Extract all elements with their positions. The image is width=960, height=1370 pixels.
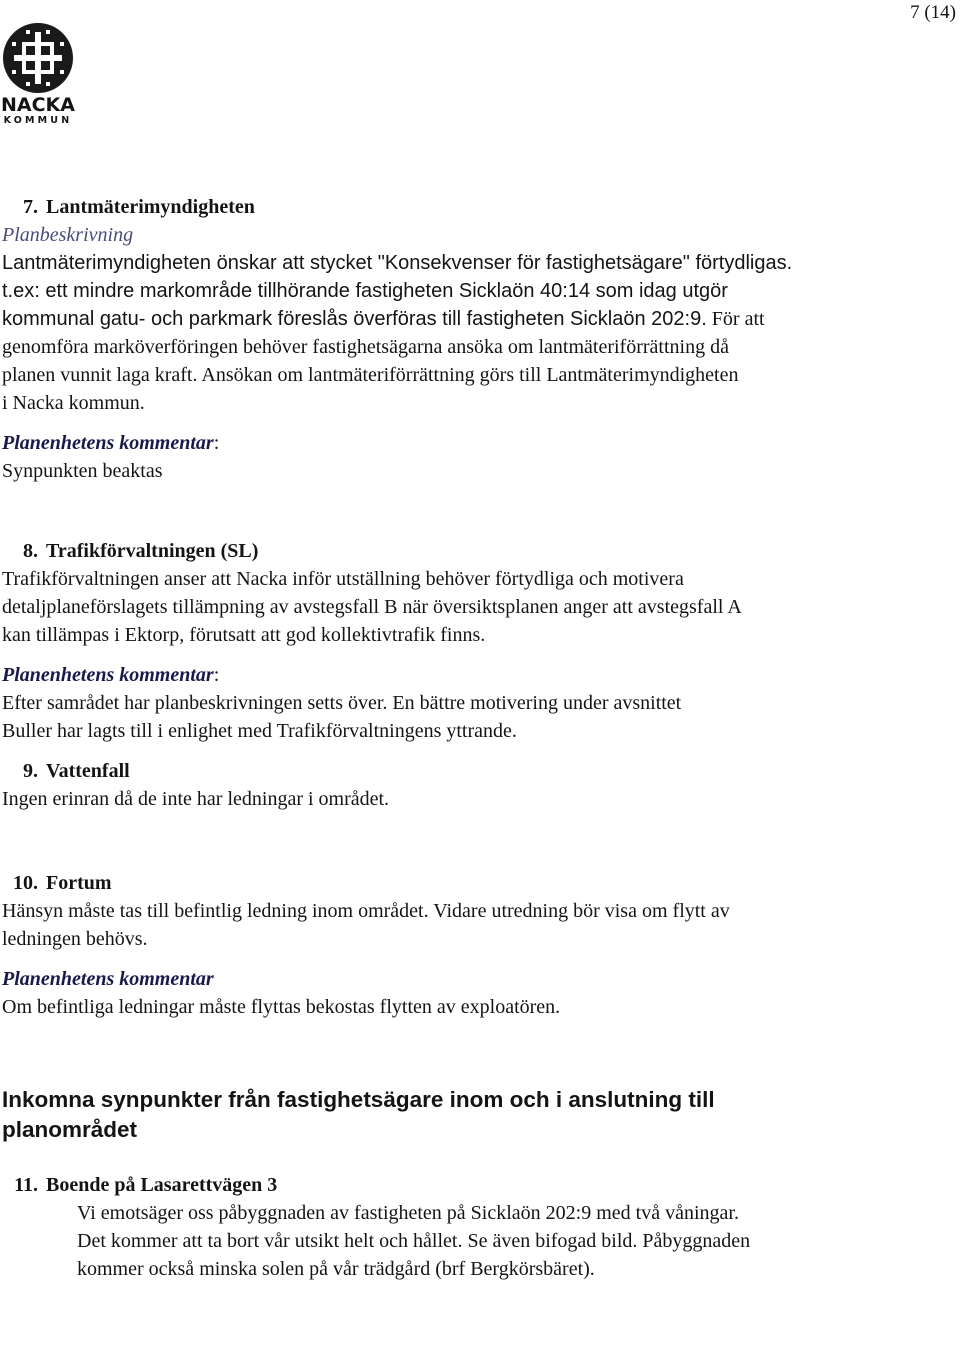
- heading-9: [2, 757, 952, 785]
- paragraph-line: Lantmäterimyndigheten önskar att stycket "Konsekvenser för fastighetsägare" förtydligas.: [2, 252, 793, 274]
- section-heading: Inkomna synpunkter från fastighetsägare inom och i anslutning till: [2, 1087, 715, 1112]
- text-run: planen vunnit laga kraft.: [2, 364, 198, 386]
- heading-title: Vattenfall: [46, 760, 130, 782]
- paragraph-line: Ingen erinran då de inte har ledningar i området.: [2, 788, 390, 810]
- paragraph-line: Trafikförvaltningen anser att Nacka inför utställning behöver förtydliga och motivera: [2, 568, 684, 590]
- paragraph-line: kan tillämpas i Ektorp, förutsatt att god kollektivtrafik finns.: [2, 624, 486, 646]
- text-run: För att: [706, 308, 765, 330]
- paragraph-line: genomföra marköverföringen behöver fastighetsägarna ansöka om lantmäteriförrättning då: [2, 336, 729, 358]
- paragraph-line: i Nacka kommun.: [2, 392, 145, 414]
- document-body: [2, 193, 952, 1283]
- heading-number: 7.: [23, 196, 38, 218]
- heading-number: 9.: [23, 760, 38, 782]
- comment-colon: :: [213, 664, 220, 686]
- comment-heading: [2, 965, 952, 993]
- heading-7: [2, 193, 952, 221]
- page-number: 7 (14): [910, 2, 956, 23]
- comment-label: Planenhetens kommentar: [2, 432, 214, 454]
- heading-number: 8.: [23, 540, 38, 562]
- paragraph-line: t.ex: ett mindre markområde tillhörande fastigheten Sicklaön 40:14 som idag utgör: [2, 280, 728, 302]
- logo-sub: KOMMUN: [3, 115, 73, 126]
- heading-title: Lantmäterimyndigheten: [46, 196, 255, 218]
- subheading-planbeskrivning: Planbeskrivning: [2, 224, 134, 246]
- heading-title: Trafikförvaltningen (SL): [46, 540, 259, 562]
- paragraph-line: [2, 305, 952, 333]
- nacka-kommun-logo: [0, 22, 76, 126]
- section-heading: planområdet: [2, 1117, 138, 1142]
- comment-heading: [2, 661, 952, 689]
- comment-heading: [2, 429, 952, 457]
- comment-text: Synpunkten beaktas: [2, 460, 163, 482]
- heading-number: 11.: [14, 1174, 38, 1196]
- heading-8: [2, 537, 952, 565]
- paragraph-line: [2, 361, 952, 389]
- nacka-emblem-icon: [0, 22, 76, 94]
- heading-11: [2, 1171, 952, 1199]
- text-run: kommunal gatu- och parkmark föreslås överföras till fastigheten Sicklaön 202:9.: [2, 308, 707, 330]
- paragraph-line: Vi emotsäger oss påbyggnaden av fastigheten på Sicklaön 202:9 med två våningar.: [77, 1202, 739, 1224]
- text-run: Ansökan om lantmäteriförrättning görs till Lantmäterimyndigheten: [197, 364, 739, 386]
- paragraph-line: ledningen behövs.: [2, 928, 148, 950]
- heading-title: Fortum: [46, 872, 112, 894]
- heading-10: [2, 869, 952, 897]
- comment-text: Efter samrådet har planbeskrivningen setts över. En bättre motivering under avsnittet: [2, 692, 682, 714]
- logo-name: NACKA: [1, 94, 75, 116]
- paragraph-line: Hänsyn måste tas till befintlig ledning inom området. Vidare utredning bör visa om flytt av: [2, 900, 730, 922]
- heading-number: 10.: [13, 872, 38, 894]
- comment-label: Planenhetens kommentar: [2, 968, 214, 990]
- comment-label: Planenhetens kommentar: [2, 664, 214, 686]
- paragraph-line: Det kommer att ta bort vår utsikt helt och hållet. Se även bifogad bild. Påbyggnaden: [77, 1230, 751, 1252]
- heading-title: Boende på Lasarettvägen 3: [46, 1174, 278, 1196]
- comment-colon: :: [213, 432, 220, 454]
- paragraph-line: kommer också minska solen på vår trädgård (brf Bergkörsbäret).: [77, 1258, 595, 1280]
- comment-text: Buller har lagts till i enlighet med Trafikförvaltningens yttrande.: [2, 720, 517, 742]
- comment-text: Om befintliga ledningar måste flyttas bekostas flytten av exploatören.: [2, 996, 561, 1018]
- paragraph-line: detaljplaneförslagets tillämpning av avstegsfall B när översiktsplanen anger att avstegsfall A: [2, 596, 742, 618]
